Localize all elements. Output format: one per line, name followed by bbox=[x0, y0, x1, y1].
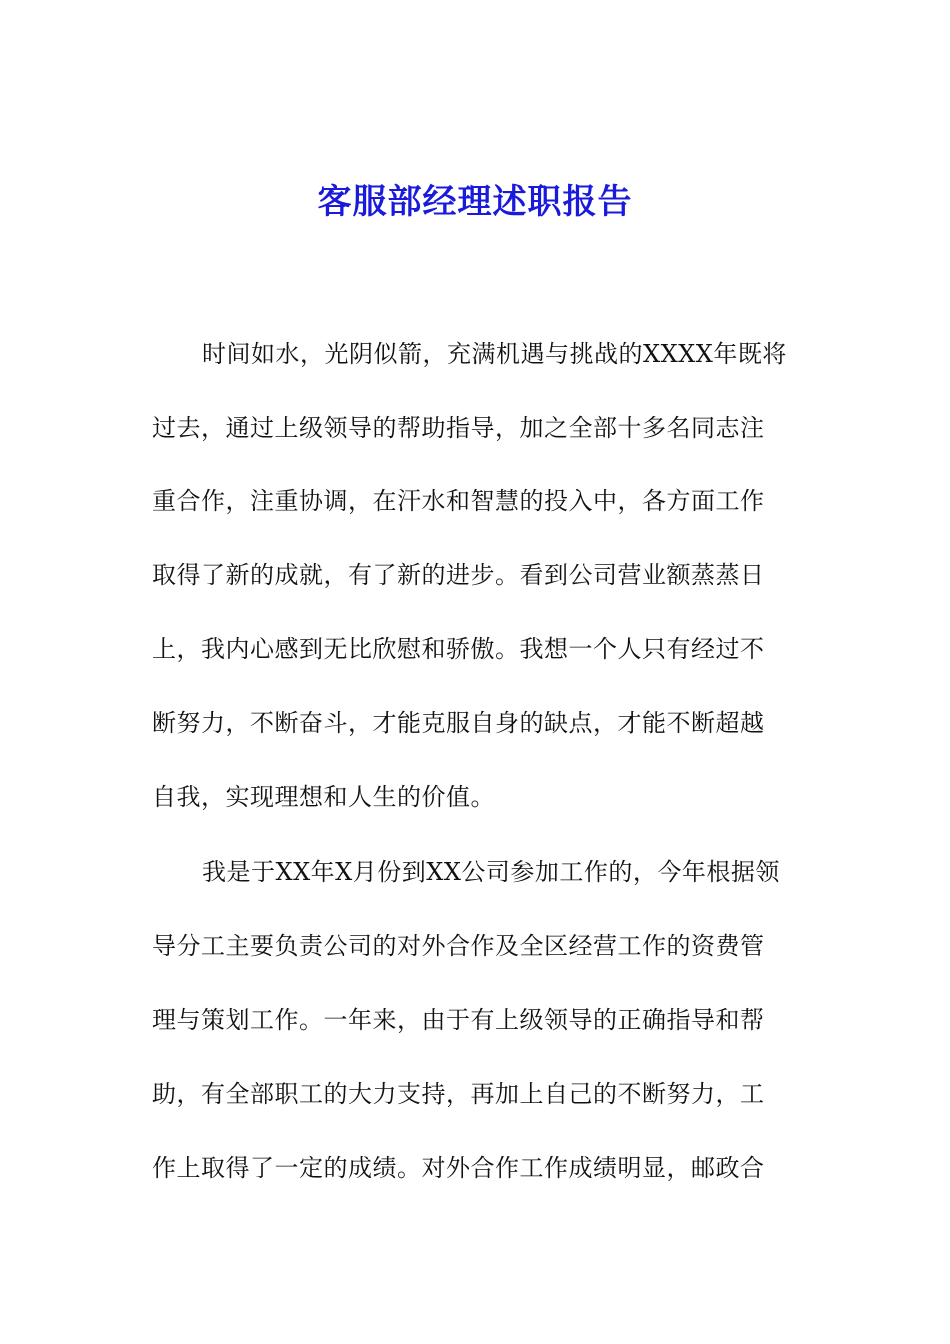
paragraph-1-line-2: 过去，通过上级领导的帮助指导，加之全部十多名同志注 bbox=[152, 414, 765, 442]
paragraph-2-line-5: 作上取得了一定的成绩。对外合作工作成绩明显，邮政合 bbox=[152, 1154, 765, 1182]
paragraph-2-line-3: 理与策划工作。一年来，由于有上级领导的正确指导和帮 bbox=[152, 1006, 765, 1034]
paragraph-2-line-1: 我是于XX年X月份到XX公司参加工作的，今年根据领 bbox=[202, 858, 780, 886]
paragraph-1-line-5: 上，我内心感到无比欣慰和骄傲。我想一个人只有经过不 bbox=[152, 635, 765, 663]
paragraph-1-line-7: 自我，实现理想和人生的价值。 bbox=[152, 783, 495, 811]
paragraph-2-line-4: 助，有全部职工的大力支持，再加上自己的不断努力，工 bbox=[152, 1080, 765, 1108]
paragraph-1-line-4: 取得了新的成就，有了新的进步。看到公司营业额蒸蒸日 bbox=[152, 561, 765, 589]
paragraph-1-line-3: 重合作，注重协调，在汗水和智慧的投入中，各方面工作 bbox=[152, 487, 765, 515]
document-title: 客服部经理述职报告 bbox=[317, 182, 633, 222]
paragraph-1-line-1: 时间如水，光阴似箭，充满机遇与挑战的XXXX年既将 bbox=[202, 340, 787, 368]
paragraph-2-line-2: 导分工主要负责公司的对外合作及全区经营工作的资费管 bbox=[152, 932, 765, 960]
paragraph-1-line-6: 断努力，不断奋斗，才能克服自身的缺点，才能不断超越 bbox=[152, 709, 765, 737]
